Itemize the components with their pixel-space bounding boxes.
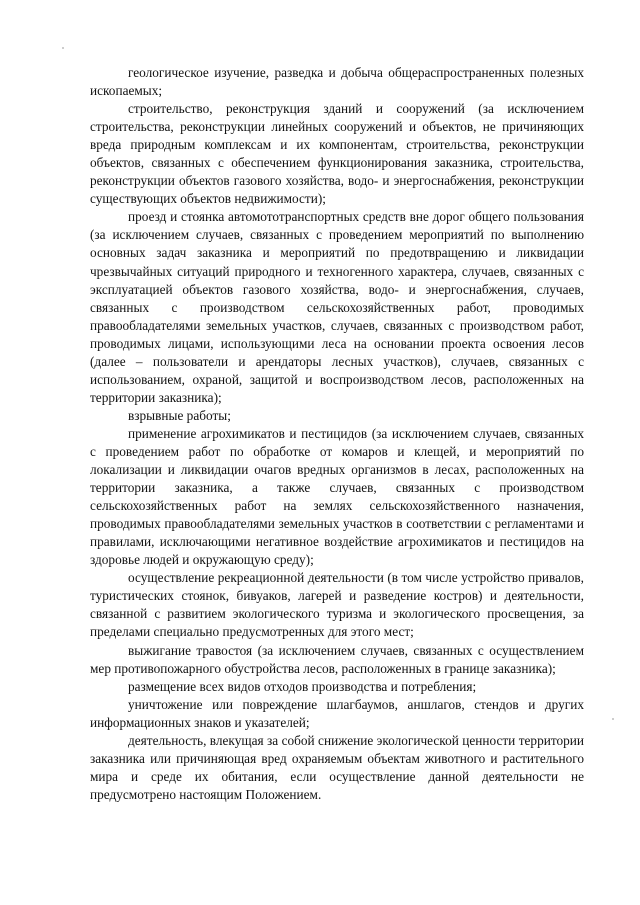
paragraph: строительство, реконструкция зданий и сооружений (за исключением строительства, реконструкции линейных сооружений и объектов, не причиняющих вреда природным комплексам и их компонентам, строительства, реконструкции объектов, связанных с обеспечением функционирования заказника, строительства, реконструкции объектов газового хозяйства, водо- и энергоснабжения, реконструкции существующих объектов недвижимости); — [90, 101, 584, 207]
paragraph: взрывные работы; — [128, 407, 231, 423]
paragraph: выжигание травостоя (за исключением случаев, связанных с осуществлением мер противопожарного обустройства лесов, расположенных в границе заказника); — [90, 642, 584, 676]
paragraph: уничтожение или повреждение шлагбаумов, аншлагов, стендов и других информационных знаков и указателей; — [90, 696, 584, 730]
document-page — [90, 64, 584, 804]
scan-speck — [612, 718, 614, 720]
paragraph: проезд и стоянка автомототранспортных средств вне дорог общего пользования (за исключением случаев, связанных с проведением мероприятий по выполнению основных задач заказника и мероприятий по предотвращению и ликвидации чрезвычайных ситуаций природного и техногенного характера, случаев, связанных с эксплуатацией объектов газового хозяйства, водо- и энергоснабжения, случаев, связанных с производством сельскохозяйственных работ, проводимых правообладателями земельных участков, случаев, связанных с производством работ, проводимых лицами, использующими леса на основании проекта освоения лесов (далее – пользователи и арендаторы лесных участков), случаев, связанных с использованием, охраной, защитой и воспроизводством лесов, расположенных на территории заказника); — [90, 209, 584, 405]
paragraph: геологическое изучение, разведка и добыча общераспространенных полезных ископаемых; — [90, 65, 584, 99]
paragraph: деятельность, влекущая за собой снижение экологической ценности территории заказника или причиняющая вред охраняемым объектам животного и растительного мира и среде их обитания, если осуществление данной деятельности не предусмотрено настоящим Положением. — [90, 732, 584, 802]
scan-speck — [62, 47, 64, 49]
paragraph: применение агрохимикатов и пестицидов (за исключением случаев, связанных с проведением работ по обработке от комаров и клещей, и мероприятий по локализации и ликвидации очагов вредных организмов в лесах, расположенных на территории заказника, а также случаев, связанных с производством сельскохозяйственных работ на землях сельскохозяйственного назначения, проводимых правообладателями земельных участков в соответствии с регламентами и правилами, исключающими негативное воздействие агрохимикатов и пестицидов на здоровье людей и окружающую среду); — [90, 425, 584, 568]
paragraph: размещение всех видов отходов производства и потребления; — [128, 678, 477, 694]
paragraph: осуществление рекреационной деятельности (в том числе устройство привалов, туристических стоянок, бивуаков, лагерей и разведение костров) и деятельности, связанной с развитием экологического туризма и экологического просвещения, за пределами специально предусмотренных для этого мест; — [90, 570, 584, 640]
